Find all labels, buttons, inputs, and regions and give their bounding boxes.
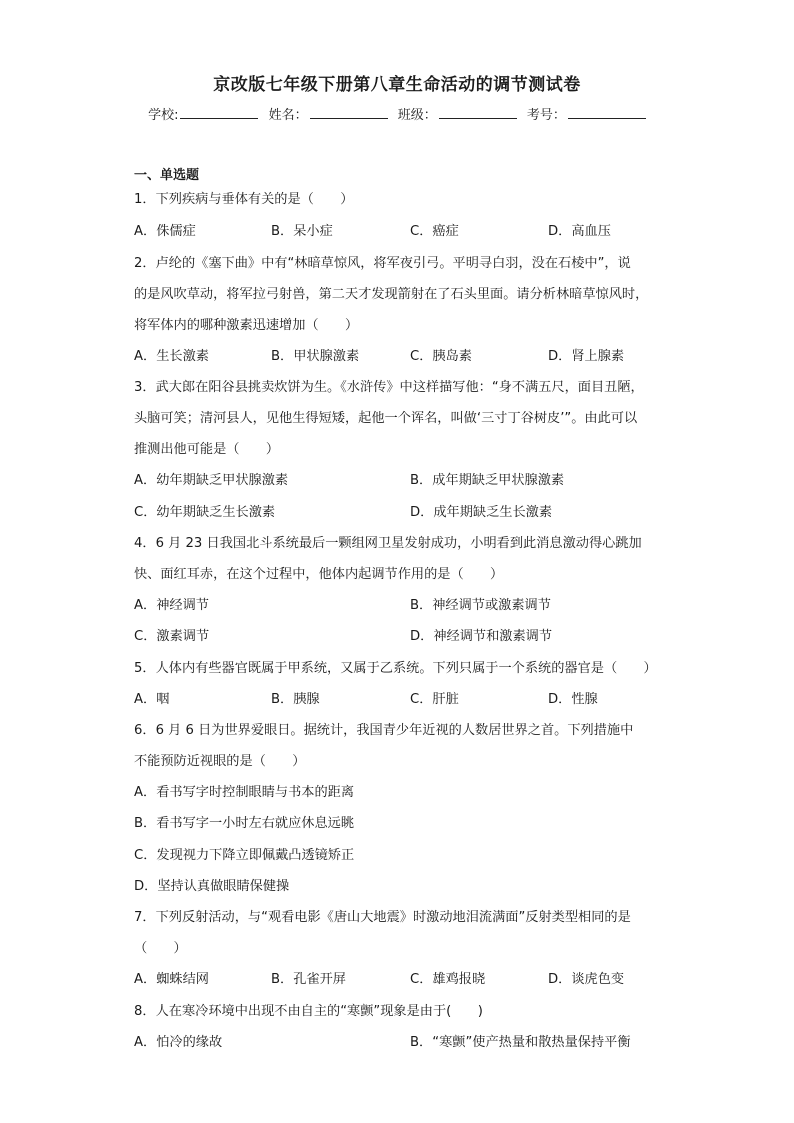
school-field bbox=[148, 104, 258, 123]
school-blank[interactable] bbox=[180, 106, 258, 119]
name-label: 姓名： bbox=[268, 108, 308, 123]
q4-option-d: D．神经调节和激素调节 bbox=[410, 629, 553, 644]
school-label: 学校: bbox=[148, 108, 179, 123]
name-field bbox=[269, 104, 388, 123]
exam-number-field bbox=[527, 104, 646, 123]
q6-option-d: D．坚持认真做眼睛保健操 bbox=[134, 879, 290, 894]
q8-option-b: B．“寒颤”使产热量和散热量保持平衡 bbox=[410, 1035, 631, 1050]
q2-option-c: C．胰岛素 bbox=[410, 349, 472, 364]
q7-option-b: B．孔雀开屏 bbox=[271, 972, 346, 987]
question-2-line-2: 的是风吹草动，将军拉弓射兽，第二天才发现箭射在了石头里面。请分析林暗草惊风时， bbox=[134, 287, 649, 302]
question-2-line-1: 2．卢纶的《塞下曲》中有“林暗草惊风，将军夜引弓。平明寻白羽，没在石棱中”，说 bbox=[134, 256, 631, 271]
q8-option-a: A．怕冷的缘故 bbox=[134, 1035, 223, 1050]
q5-option-a: A．咽 bbox=[134, 692, 170, 707]
q3-option-d: D．成年期缺乏生长激素 bbox=[410, 505, 553, 520]
question-5-text: 5．人体内有些器官既属于甲系统，又属于乙系统。下列只属于一个系统的器官是（ ） bbox=[134, 661, 657, 676]
q4-option-c: C．激素调节 bbox=[134, 629, 210, 644]
question-7-line-1: 7．下列反射活动，与“观看电影《唐山大地震》时激动地泪流满面”反射类型相同的是 bbox=[134, 910, 631, 925]
q6-option-c: C．发现视力下降立即佩戴凸透镜矫正 bbox=[134, 848, 355, 863]
q2-option-b: B．甲状腺激素 bbox=[271, 349, 360, 364]
q1-option-d: D．高血压 bbox=[548, 224, 611, 239]
q5-option-c: C．肝脏 bbox=[410, 692, 459, 707]
q5-option-b: B．胰腺 bbox=[271, 692, 320, 707]
question-6-line-1: 6．6 月 6 日为世界爱眼日。据统计，我国青少年近视的人数居世界之首。下列措施中 bbox=[134, 723, 634, 738]
q1-option-a: A．侏儒症 bbox=[134, 224, 196, 239]
q7-option-c: C．雄鸡报晓 bbox=[410, 972, 486, 987]
q7-option-a: A．蜘蛛结网 bbox=[134, 972, 209, 987]
q1-option-b: B．呆小症 bbox=[271, 224, 333, 239]
name-blank[interactable] bbox=[310, 106, 388, 119]
q4-option-b: B．神经调节或激素调节 bbox=[410, 598, 551, 613]
question-3-line-1: 3．武大郎在阳谷县挑卖炊饼为生。《水浒传》中这样描写他：“身不满五尺，面目丑陋， bbox=[134, 380, 644, 395]
exam-title: 京改版七年级下册第八章生命活动的调节测试卷 bbox=[213, 75, 581, 95]
class-field bbox=[398, 104, 517, 123]
q3-option-b: B．成年期缺乏甲状腺激素 bbox=[410, 473, 565, 488]
q3-option-c: C．幼年期缺乏生长激素 bbox=[134, 505, 276, 520]
question-8-text: 8．人在寒冷环境中出现不由自主的“寒颤”现象是由于( ) bbox=[134, 1004, 483, 1019]
exam-number-label: 考号： bbox=[526, 108, 566, 123]
question-6-line-2: 不能预防近视眼的是（ ） bbox=[134, 754, 306, 769]
student-info-row bbox=[0, 104, 794, 123]
question-4-line-1: 4．6 月 23 日我国北斗系统最后一颗组网卫星发射成功，小明看到此消息激动得心跳加 bbox=[134, 536, 642, 551]
class-label: 班级： bbox=[397, 108, 437, 123]
q7-option-d: D．谈虎色变 bbox=[548, 972, 625, 987]
q2-option-d: D．肾上腺素 bbox=[548, 349, 625, 364]
section-heading: 一、单选题 bbox=[134, 168, 200, 183]
q1-option-c: C．癌症 bbox=[410, 224, 459, 239]
question-3-line-2: 头脑可笑；清河县人，见他生得短矮，起他一个诨名，叫做‘三寸丁谷树皮’”。由此可以 bbox=[134, 411, 638, 426]
q3-option-a: A．幼年期缺乏甲状腺激素 bbox=[134, 473, 289, 488]
class-blank[interactable] bbox=[439, 106, 517, 119]
question-3-line-3: 推测出他可能是（ ） bbox=[134, 442, 280, 457]
q5-option-d: D．性腺 bbox=[548, 692, 598, 707]
question-1-text: 1．下列疾病与垂体有关的是（ ） bbox=[134, 192, 354, 207]
q6-option-a: A．看书写字时控制眼睛与书本的距离 bbox=[134, 785, 355, 800]
q6-option-b: B．看书写字一小时左右就应休息远眺 bbox=[134, 816, 355, 831]
exam-number-blank[interactable] bbox=[568, 106, 646, 119]
question-7-line-2: （ ） bbox=[134, 941, 187, 956]
question-2-line-3: 将军体内的哪种激素迅速增加（ ） bbox=[134, 318, 359, 333]
question-4-line-2: 快、面红耳赤，在这个过程中，他体内起调节作用的是（ ） bbox=[134, 567, 504, 582]
q2-option-a: A．生长激素 bbox=[134, 349, 209, 364]
q4-option-a: A．神经调节 bbox=[134, 598, 209, 613]
